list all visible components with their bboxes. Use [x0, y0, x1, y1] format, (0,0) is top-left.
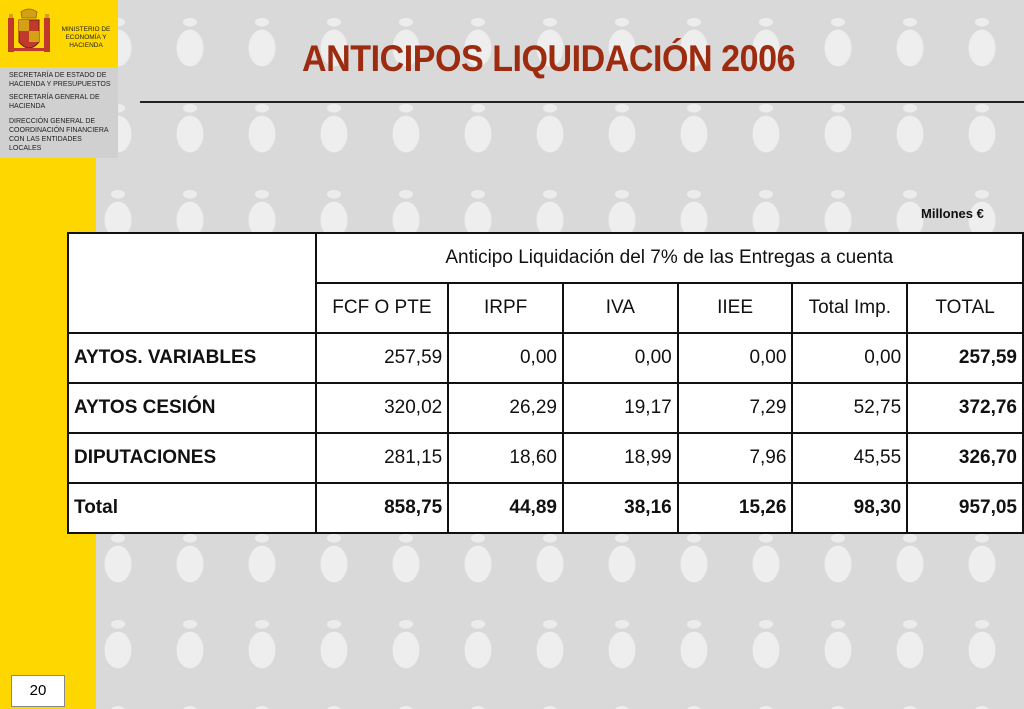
table-cell: 281,15: [316, 433, 449, 483]
table-group-header-row: [68, 233, 1023, 283]
page-title: ANTICIPOS LIQUIDACIÓN 2006: [302, 38, 796, 79]
column-header: Total Imp.: [792, 283, 907, 333]
table-cell: 15,26: [678, 483, 793, 533]
coat-of-arms-icon: [6, 8, 52, 60]
group-header: Anticipo Liquidación del 7% de las Entregas a cuenta: [316, 233, 1023, 283]
column-header: IRPF: [448, 283, 563, 333]
org-line-secretaria-estado: SECRETARÍA DE ESTADO DE HACIENDA Y PRESUPUESTOS: [9, 72, 111, 88]
table-cell: 0,00: [448, 333, 563, 383]
table-corner-cell: [68, 233, 316, 333]
organization-box: [0, 67, 118, 158]
table-cell-total: 326,70: [907, 433, 1023, 483]
org-line-direccion-general: DIRECCIÓN GENERAL DE COORDINACIÓN FINANCIERA CON LAS ENTIDADES LOCALES: [9, 118, 109, 152]
table-cell: 19,17: [563, 383, 678, 433]
table-cell: 0,00: [792, 333, 907, 383]
table-cell: 52,75: [792, 383, 907, 433]
title-divider: [140, 101, 1024, 103]
page-number: 20: [11, 675, 65, 707]
table-cell: 44,89: [448, 483, 563, 533]
table-cell: 0,00: [678, 333, 793, 383]
table-cell-total: 372,76: [907, 383, 1023, 433]
org-line-secretaria-general: SECRETARÍA GENERAL DE HACIENDA: [9, 94, 100, 110]
row-label: AYTOS. VARIABLES: [68, 333, 316, 383]
ministry-name: MINISTERIO DE ECONOMÍA Y HACIENDA: [61, 26, 111, 49]
table-cell: 320,02: [316, 383, 449, 433]
row-label: AYTOS CESIÓN: [68, 383, 316, 433]
table-row: [68, 333, 1023, 383]
table-total-row: [68, 483, 1023, 533]
table-row: [68, 383, 1023, 433]
table-cell: 38,16: [563, 483, 678, 533]
table-cell-total: 257,59: [907, 333, 1023, 383]
table-cell: 18,60: [448, 433, 563, 483]
table-cell: 18,99: [563, 433, 678, 483]
column-header: IIEE: [678, 283, 793, 333]
table-cell: 26,29: [448, 383, 563, 433]
table-cell: 257,59: [316, 333, 449, 383]
table-cell-total: 957,05: [907, 483, 1023, 533]
table-cell: 7,29: [678, 383, 793, 433]
table-cell: 7,96: [678, 433, 793, 483]
table-cell: 858,75: [316, 483, 449, 533]
table-cell: 98,30: [792, 483, 907, 533]
table-cell: 0,00: [563, 333, 678, 383]
units-label: Millones €: [921, 206, 984, 221]
column-header: FCF O PTE: [316, 283, 449, 333]
column-header: IVA: [563, 283, 678, 333]
row-label: Total: [68, 483, 316, 533]
ministry-logo-box: [0, 0, 118, 67]
data-table: [67, 232, 1024, 534]
table-row: [68, 433, 1023, 483]
table-cell: 45,55: [792, 433, 907, 483]
row-label: DIPUTACIONES: [68, 433, 316, 483]
ministry-header-panel: [0, 0, 118, 158]
column-header: TOTAL: [907, 283, 1023, 333]
